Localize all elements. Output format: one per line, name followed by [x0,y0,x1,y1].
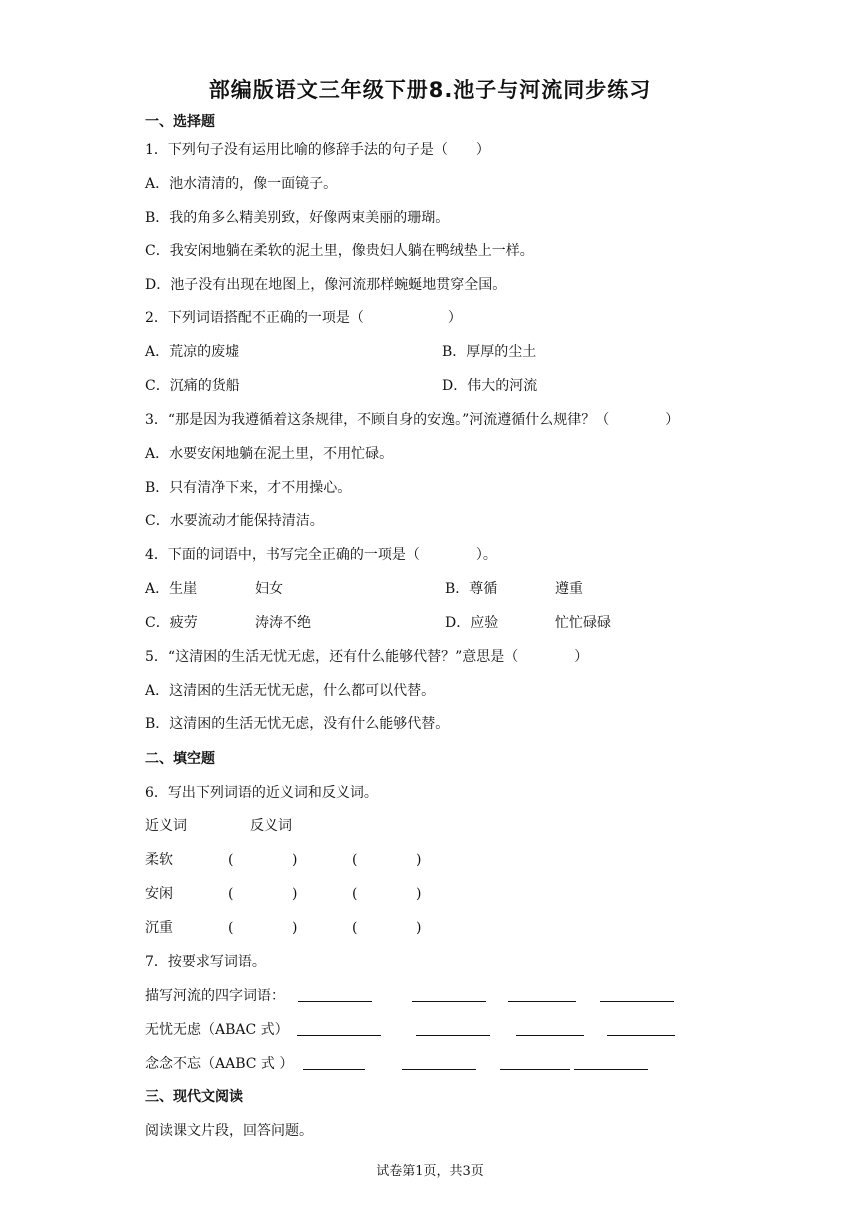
question-2-option-c: C．沉痛的货船 [145,378,240,394]
page-title: 部编版语文三年级下册8.池子与河流同步练习 [208,78,652,102]
question-4-option-d: D．应验 [445,615,499,631]
question-1-option-d: D．池子没有出现在地图上，像河流那样蜿蜒地贯穿全国。 [145,277,507,293]
q6-blank-2a-open: ( [228,886,234,902]
q6-blank-3a-close: ) [292,920,298,936]
q7-row-2-label: 无忧无虑（ABAC 式） [145,1022,289,1038]
question-4-option-c-word2: 涛涛不绝 [255,615,311,631]
q6-blank-3a-open: ( [228,920,234,936]
question-4-option-a-word2: 妇女 [255,581,283,597]
q7-row-2-blank-4 [607,1020,675,1036]
q7-row-2-blank-1 [297,1020,381,1036]
q6-header-antonym: 反义词 [250,818,292,834]
q6-blank-1a-close: ) [292,852,298,868]
question-2-stem: 2．下列词语搭配不正确的一项是（ ） [145,310,462,326]
question-4-option-c: C．疲劳 [145,615,198,631]
q7-row-1-blank-3 [508,986,576,1002]
section-heading-reading: 三、现代文阅读 [145,1089,243,1105]
question-3-option-a: A．水要安闲地躺在泥土里，不用忙碌。 [145,446,394,462]
question-4-option-d-word2: 忙忙碌碌 [555,615,611,631]
question-4-stem: 4．下面的词语中，书写完全正确的一项是（ ）。 [145,547,497,563]
section-heading-choice: 一、选择题 [145,114,215,130]
question-5-option-a: A．这清困的生活无忧无虑，什么都可以代替。 [145,683,436,699]
question-7-stem: 7．按要求写词语。 [145,954,266,970]
question-5-stem: 5．“这清困的生活无忧无虑，还有什么能够代替？”意思是（ ） [145,649,589,665]
q6-blank-2b-open: ( [352,886,358,902]
q6-blank-3b-open: ( [352,920,358,936]
q7-row-3-blank-2 [402,1054,476,1070]
q7-row-3-blank-3 [500,1054,570,1070]
question-2-option-b: B．厚厚的尘土 [442,344,537,360]
question-1-option-b: B．我的角多么精美别致，好像两束美丽的珊瑚。 [145,210,450,226]
question-1-stem: 1．下列句子没有运用比喻的修辞手法的句子是（ ） [145,142,490,158]
question-6-stem: 6．写出下列词语的近义词和反义词。 [145,785,378,801]
question-4-option-b: B．尊循 [445,581,498,597]
question-2-option-a: A．荒凉的废墟 [145,344,240,360]
q6-word-3: 沉重 [145,920,173,936]
q7-row-3-blank-4 [574,1054,648,1070]
question-3-option-c: C．水要流动才能保持清洁。 [145,513,324,529]
q7-row-1-blank-2 [412,986,486,1002]
q7-row-2-blank-3 [516,1020,584,1036]
page-footer: 试卷第1页，共3页 [376,1164,484,1179]
question-3-option-b: B．只有清净下来，才不用操心。 [145,480,352,496]
q7-row-3-blank-1 [303,1054,365,1070]
question-1-option-a: A．池水清清的，像一面镜子。 [145,176,338,192]
section-heading-fill-blank: 二、填空题 [145,751,215,767]
q7-row-1-blank-1 [298,986,372,1002]
question-4-option-a: A．生崖 [145,581,198,597]
q6-blank-2b-close: ) [416,886,422,902]
q7-row-3-label: 念念不忘（AABC 式 ） [145,1056,294,1072]
q6-word-2: 安闲 [145,886,173,902]
q6-blank-1b-open: ( [352,852,358,868]
q6-blank-1b-close: ) [416,852,422,868]
q7-row-1-label: 描写河流的四字词语： [145,988,285,1004]
question-3-stem: 3．“那是因为我遵循着这条规律，不顾自身的安逸。”河流遵循什么规律？（ ） [145,412,680,428]
question-2-option-d: D．伟大的河流 [442,378,538,394]
question-5-option-b: B．这清困的生活无忧无虑，没有什么能够代替。 [145,716,450,732]
q6-header-synonym: 近义词 [145,818,187,834]
q6-word-1: 柔软 [145,852,173,868]
q6-blank-2a-close: ) [292,886,298,902]
reading-instruction: 阅读课文片段，回答问题。 [145,1123,313,1139]
q7-row-1-blank-4 [600,986,674,1002]
q7-row-2-blank-2 [416,1020,490,1036]
q6-blank-1a-open: ( [228,852,234,868]
q6-blank-3b-close: ) [416,920,422,936]
question-1-option-c: C．我安闲地躺在柔软的泥土里，像贵妇人躺在鸭绒垫上一样。 [145,243,534,259]
question-4-option-b-word2: 遵重 [555,581,583,597]
